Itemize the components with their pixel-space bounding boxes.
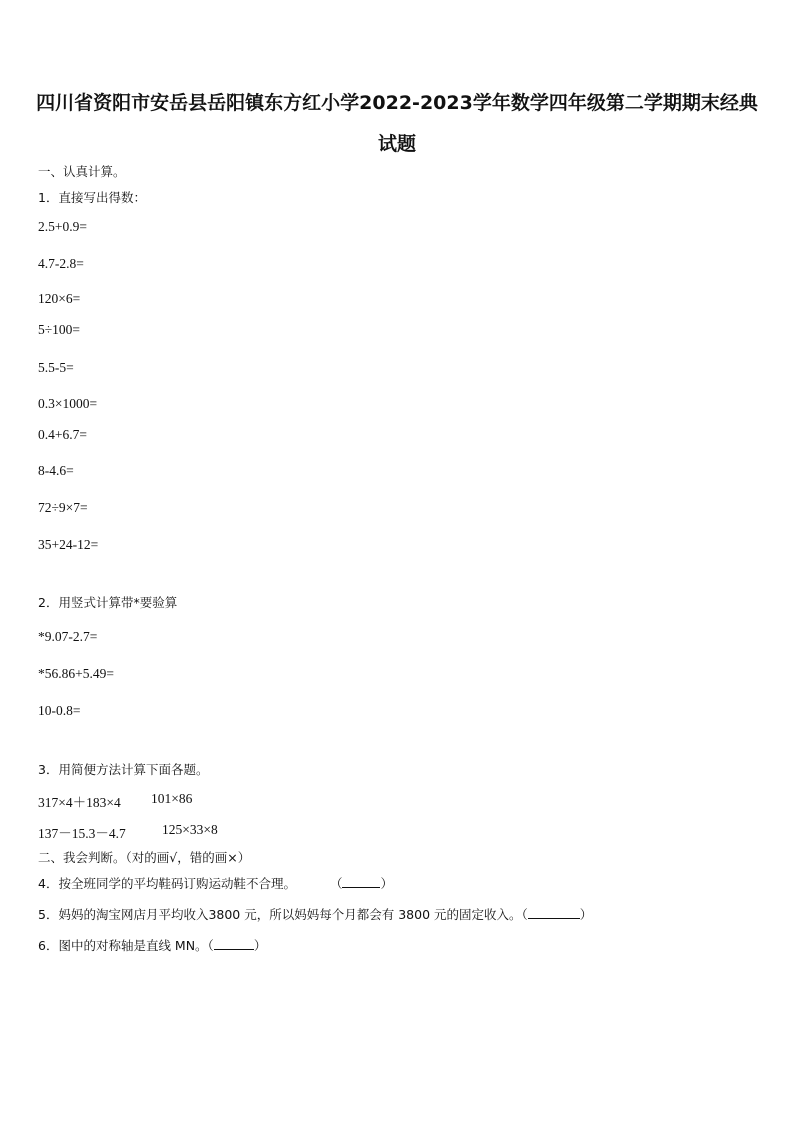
question-4-close-paren: ） — [380, 876, 393, 891]
q2-item-1: *9.07-2.7= — [38, 629, 98, 644]
question-6-text: 6．图中的对称轴是直线 MN。（ — [38, 938, 214, 953]
q2-item-3: 10-0.8= — [38, 703, 81, 718]
question-4-open-paren: （ — [329, 876, 343, 891]
q1-item-9: 72÷9×7= — [38, 500, 88, 515]
question-4-answer-blank[interactable] — [342, 876, 380, 888]
question-6 — [38, 936, 266, 954]
q2-item-2: *56.86+5.49= — [38, 666, 114, 681]
q3-item-2: 101×86 — [151, 791, 193, 806]
question-6-answer-blank[interactable] — [214, 938, 254, 950]
q1-item-10: 35+24-12= — [38, 537, 99, 552]
question-4 — [38, 874, 393, 892]
q1-item-1: 2.5+0.9= — [38, 219, 87, 234]
exam-title-line2: 试题 — [377, 133, 416, 155]
q3-item-1: 317×4＋183×4 — [38, 795, 121, 810]
q1-item-5: 5.5-5= — [38, 360, 74, 375]
q1-item-4: 5÷100= — [38, 322, 81, 337]
section-1-heading: 一、认真计算。 — [38, 164, 126, 179]
question-4-text: 4．按全班同学的平均鞋码订购运动鞋不合理。 — [38, 876, 296, 891]
q3-item-4: 125×33×8 — [162, 822, 218, 837]
q1-item-7: 0.4+6.7= — [38, 427, 87, 442]
q1-item-8: 8-4.6= — [38, 463, 74, 478]
question-5-answer-blank[interactable] — [528, 907, 580, 919]
question-2-label: 2．用竖式计算带*要验算 — [38, 595, 178, 610]
section-2-heading: 二、我会判断。（对的画√，错的画×） — [38, 850, 251, 865]
question-5-text: 5．妈妈的淘宝网店月平均收入3800 元，所以妈妈每个月都会有 3800 元的固定收入。（ — [38, 907, 528, 922]
question-6-close-paren: ） — [253, 938, 267, 953]
question-5 — [38, 905, 592, 923]
q1-item-3: 120×6= — [38, 291, 81, 306]
exam-title-line1: 四川省资阳市安岳县岳阳镇东方红小学2022-2023学年数学四年级第二学期期末经典 — [36, 92, 758, 114]
q1-item-6: 0.3×1000= — [38, 396, 98, 411]
question-3-label: 3．用简便方法计算下面各题。 — [38, 762, 209, 777]
q3-item-3: 137－15.3－4.7 — [38, 826, 126, 841]
question-1-label: 1．直接写出得数： — [38, 190, 146, 205]
q1-item-2: 4.7-2.8= — [38, 256, 84, 271]
question-5-close-paren: ） — [579, 907, 593, 922]
